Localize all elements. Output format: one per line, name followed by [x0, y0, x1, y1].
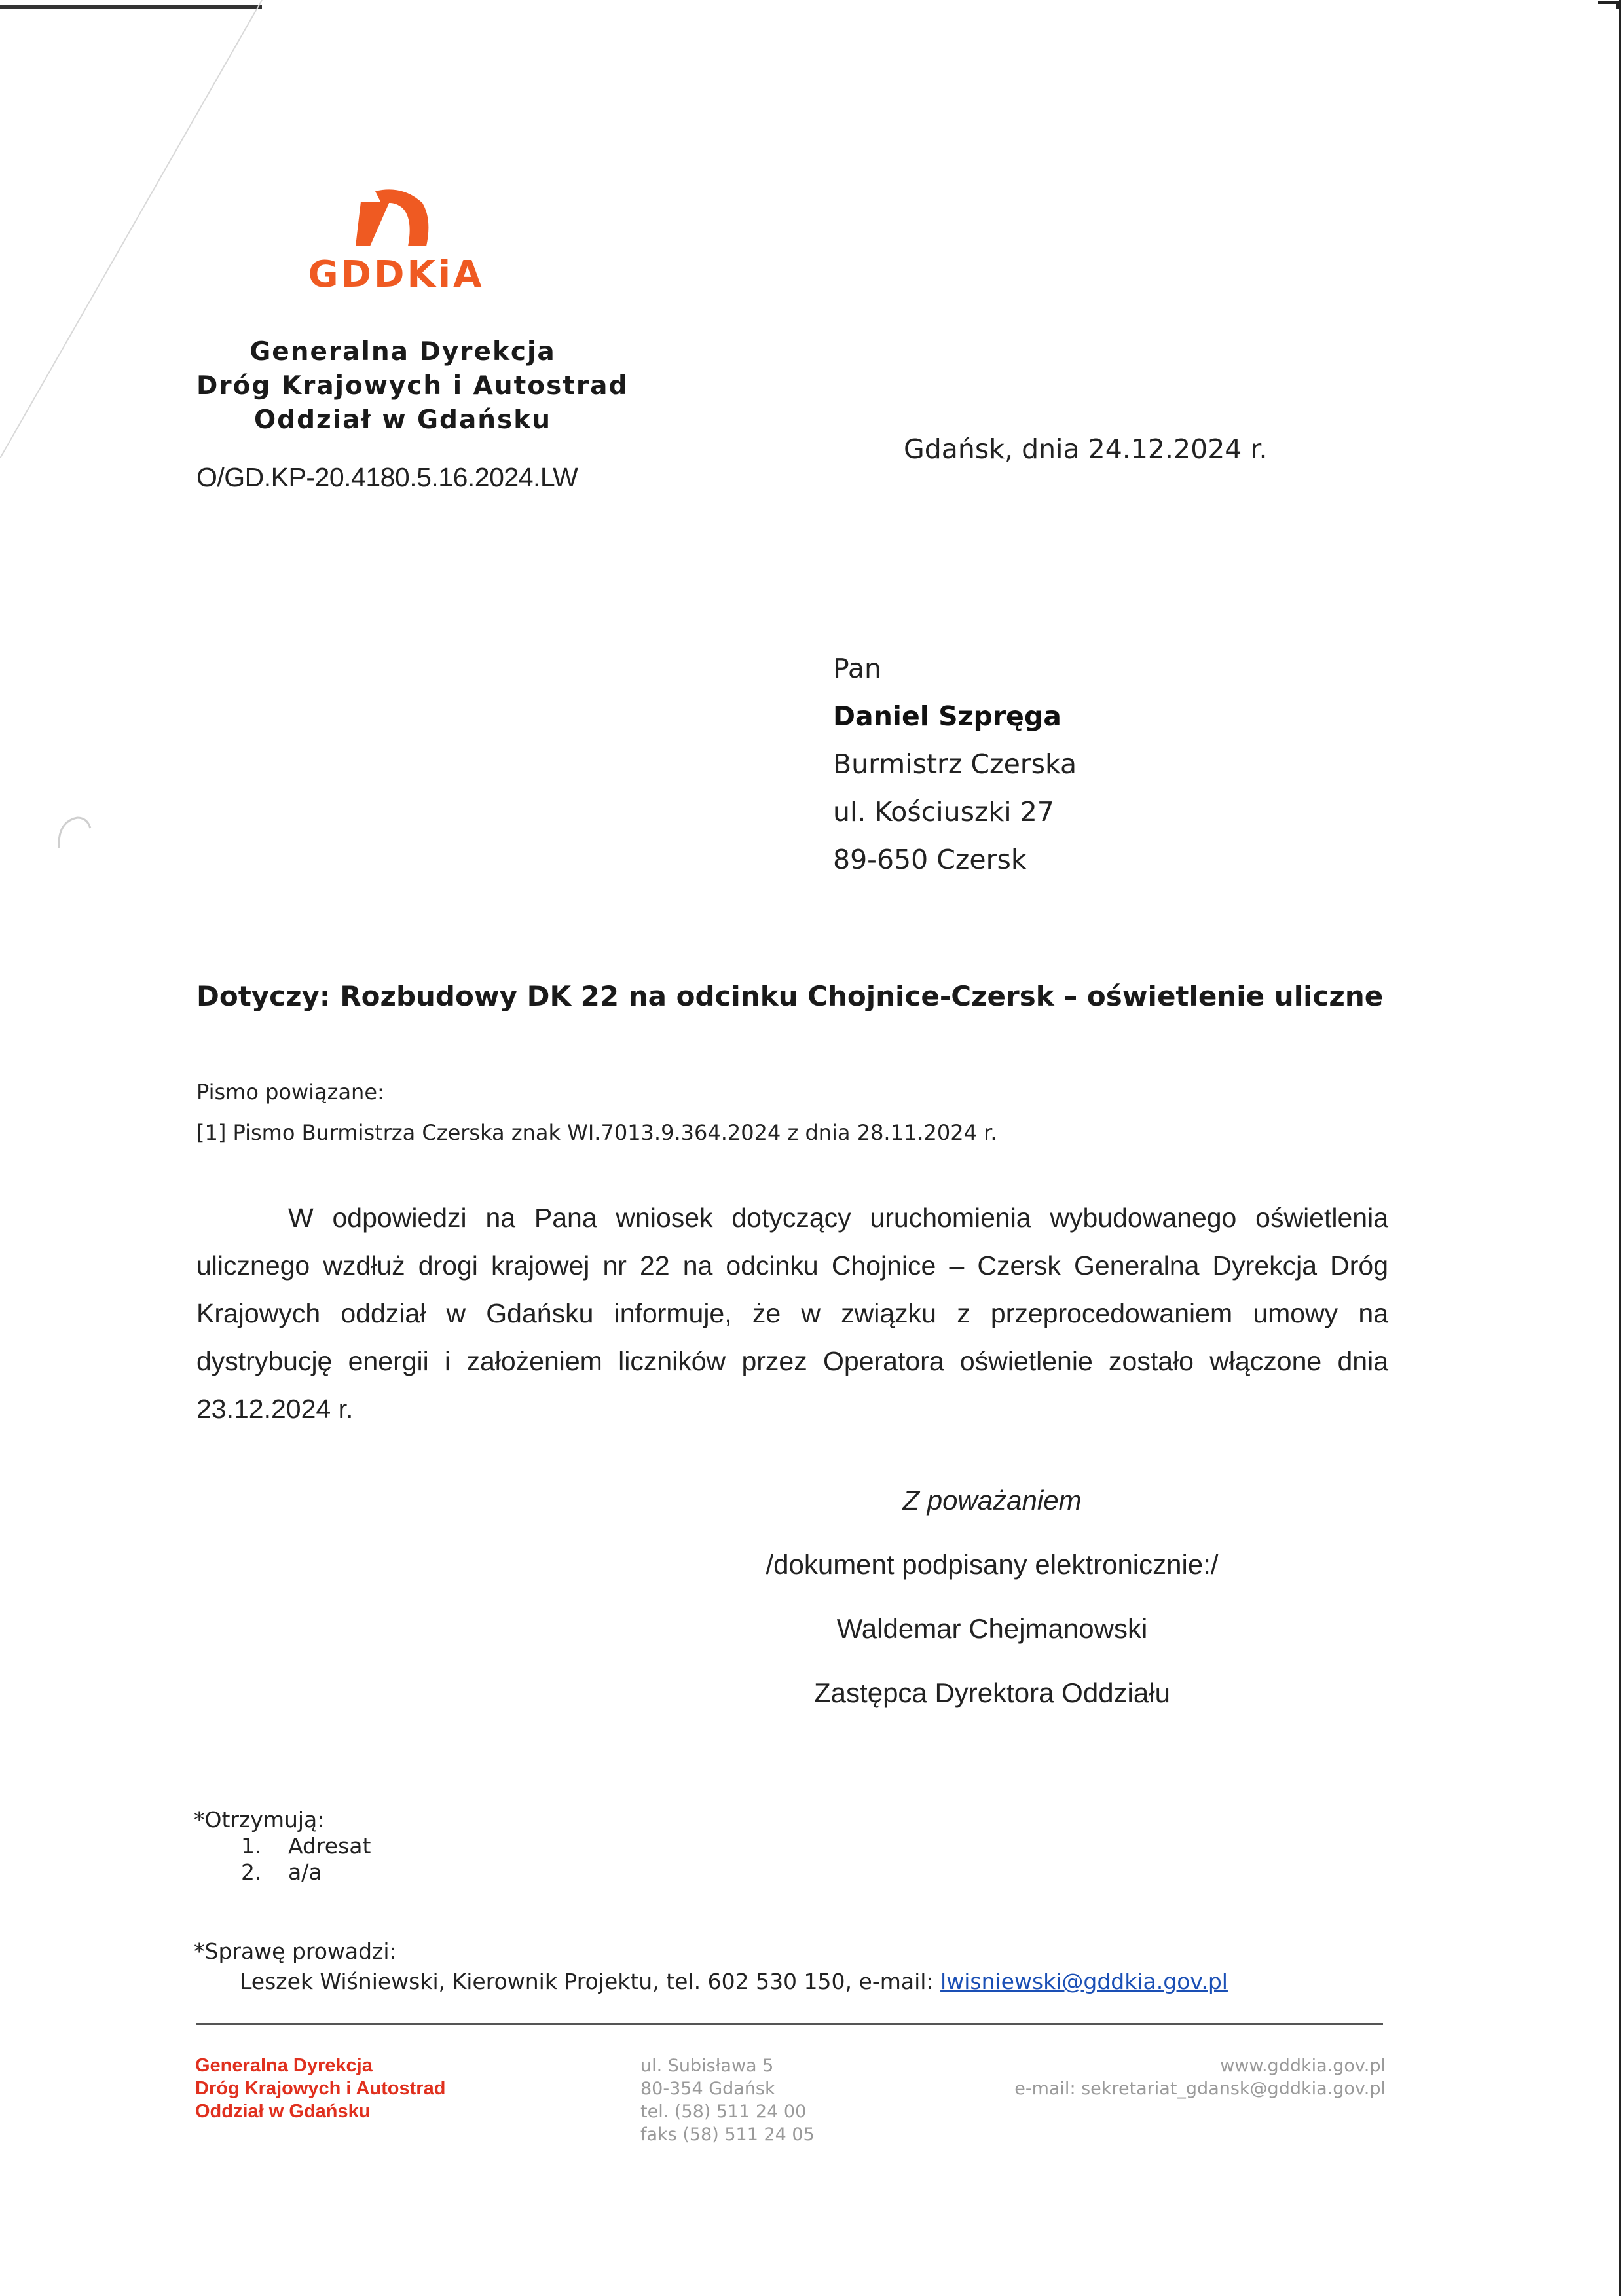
list-item: 1. Adresat: [241, 1833, 371, 1859]
footer-address-line: 80-354 Gdańsk: [640, 2079, 775, 2099]
recipient-city: 89-650 Czersk: [833, 844, 1027, 875]
logo-text: GDDKiA: [308, 253, 485, 296]
closing-greeting: Z poważaniem: [902, 1485, 1082, 1516]
handler-details: Leszek Wiśniewski, Kierownik Projektu, tel. 602 530 150, e-mail: lwisniewski@gddkia.gov.pl: [240, 1969, 1228, 1994]
footer-address-line: ul. Subisława 5: [640, 2056, 774, 2076]
footer-org-line: Oddział w Gdańsku: [195, 2101, 371, 2122]
signature-note: /dokument podpisany elektronicznie:/: [766, 1549, 1219, 1580]
footer-divider: [196, 2023, 1383, 2025]
punch-hole-mark: [51, 809, 97, 854]
org-line: Oddział w Gdańsku: [254, 405, 551, 435]
recipient-title: Burmistrz Czerska: [833, 748, 1077, 780]
recipients-list: [194, 1807, 371, 1886]
footer-organization: [195, 2054, 445, 2123]
signer-name: Waldemar Chejmanowski: [836, 1613, 1148, 1644]
recipient-street: ul. Kościuszki 27: [833, 796, 1054, 828]
scan-corner-mark: [1598, 0, 1621, 9]
related-label: Pismo powiązane:: [196, 1080, 384, 1104]
gddkia-road-icon: [298, 183, 494, 255]
organization-name: [196, 335, 629, 437]
body-paragraph: W odpowiedzi na Pana wniosek dotyczący uruchomienia wybudowanego oświetlenia ulicznego wzdłuż drogi krajowej nr 22 na odcinku Chojnice – Czersk Generalna Dyrekcja Dróg Krajowych oddział w Gdańsku informuje, że w związku z przeprocedowaniem umowy na dystrybucję energii i założeniem liczników przez Operatora oświetlenie zostało włączone dnia 23.12.2024 r.: [196, 1203, 1388, 1424]
org-line: Generalna Dyrekcja: [249, 337, 556, 367]
footer-org-line: Dróg Krajowych i Autostrad: [195, 2078, 446, 2099]
footer-website-link[interactable]: www.gddkia.gov.pl: [1220, 2056, 1386, 2076]
footer-email-line: e-mail: sekretariat_gdansk@gddkia.gov.pl: [1014, 2079, 1386, 2099]
gddkia-logo: [298, 183, 494, 301]
handler-label: *Sprawę prowadzi:: [194, 1939, 397, 1964]
place-date: Gdańsk, dnia 24.12.2024 r.: [904, 433, 1268, 465]
signer-position: Zastępca Dyrektora Oddziału: [814, 1677, 1170, 1708]
list-item: 2. a/a: [241, 1859, 322, 1885]
related-letters: [196, 1072, 997, 1153]
recipients-label: *Otrzymują:: [194, 1807, 325, 1832]
signature-block: [681, 1481, 1303, 1738]
recipient-salutation: Pan: [833, 653, 881, 684]
case-handler: [194, 1937, 1228, 1997]
scan-right-edge: [1619, 0, 1621, 2296]
footer-web: [995, 2054, 1386, 2100]
recipient-address: [833, 645, 1077, 884]
footer-address-line: faks (58) 511 24 05: [640, 2124, 815, 2145]
footer-address: [640, 2054, 815, 2146]
recipient-name: Daniel Szpręga: [833, 701, 1061, 732]
footer-org-line: Generalna Dyrekcja: [195, 2055, 373, 2076]
handler-email-link[interactable]: lwisniewski@gddkia.gov.pl: [940, 1969, 1228, 1994]
footer-address-line: tel. (58) 511 24 00: [640, 2102, 807, 2122]
org-line: Dróg Krajowych i Autostrad: [196, 371, 629, 401]
letter-body: [196, 1194, 1388, 1433]
subject-line: Dotyczy: Rozbudowy DK 22 na odcinku Chojnice-Czersk – oświetlenie uliczne: [196, 980, 1384, 1012]
reference-number: O/GD.KP-20.4180.5.16.2024.LW: [196, 462, 578, 492]
related-item: [1] Pismo Burmistrza Czerska znak WI.7013.9.364.2024 z dnia 28.11.2024 r.: [196, 1120, 997, 1145]
